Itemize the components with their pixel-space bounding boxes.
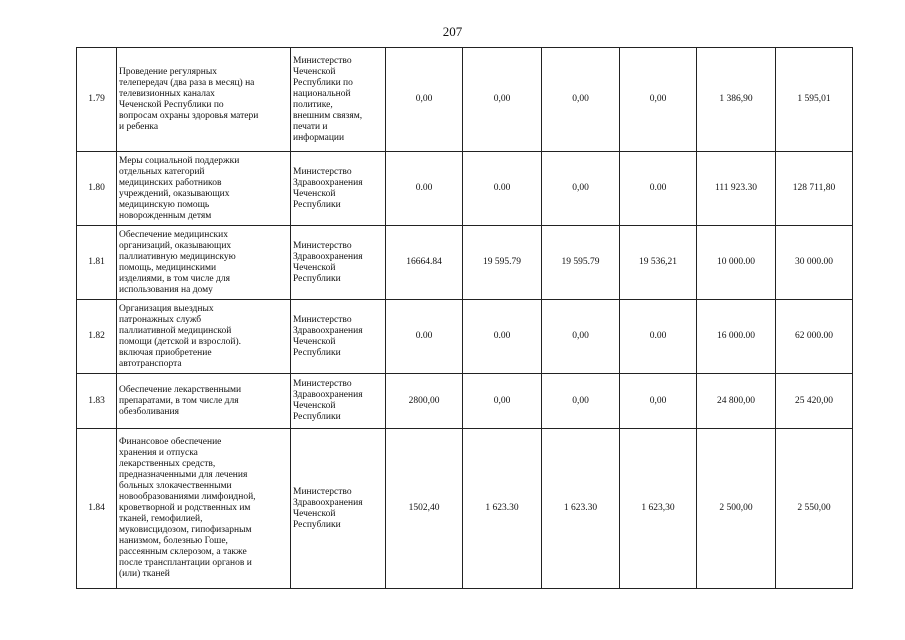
value-cell: 2 500,00: [697, 429, 776, 589]
responsible-organization: Министерство Чеченской Республики по национальной политике, внешним связям, печати и информации: [291, 48, 386, 152]
table-row: [77, 300, 853, 374]
value-cell: 2800,00: [386, 374, 463, 429]
value-cell: 10 000.00: [697, 226, 776, 300]
row-number: 1.84: [77, 429, 117, 589]
value-cell: 1 595,01: [776, 48, 853, 152]
measure-description: Обеспечение медицинских организаций, оказывающих паллиативную медицинскую помощь, медицинскими изделиями, в том числе для использования на дому: [117, 226, 291, 300]
value-cell: 0,00: [620, 48, 697, 152]
value-cell: 0,00: [463, 374, 542, 429]
value-cell: 0,00: [463, 48, 542, 152]
measure-description: Проведение регулярных телепередач (два раза в месяц) на телевизионных каналах Чеченской Республики по вопросам охраны здоровья матери и ребенка: [117, 48, 291, 152]
row-number: 1.82: [77, 300, 117, 374]
value-cell: 1 623,30: [620, 429, 697, 589]
value-cell: 0.00: [386, 300, 463, 374]
value-cell: 0.00: [620, 300, 697, 374]
value-cell: 0.00: [463, 152, 542, 226]
value-cell: 16 000.00: [697, 300, 776, 374]
table-row: [77, 374, 853, 429]
value-cell: 16664.84: [386, 226, 463, 300]
row-number: 1.81: [77, 226, 117, 300]
value-cell: 0,00: [386, 48, 463, 152]
value-cell: 1502,40: [386, 429, 463, 589]
table-row: [77, 48, 853, 152]
value-cell: 0,00: [620, 374, 697, 429]
value-cell: 30 000.00: [776, 226, 853, 300]
value-cell: 0,00: [542, 48, 620, 152]
table-row: [77, 226, 853, 300]
value-cell: 0.00: [620, 152, 697, 226]
responsible-organization: Министерство Здравоохранения Чеченской Республики: [291, 152, 386, 226]
budget-table: [76, 47, 853, 589]
measure-description: Финансовое обеспечение хранения и отпуска лекарственных средств, предназначенными для лечения больных злокачественными новообразованиями лимфоидной, кроветворной и родственных им тканей, гемофилией, муковисцидозом, гипофизарным нанизмом, болезнью Гоше, рассеянным склерозом, а также после трансплантации органов и (или) тканей: [117, 429, 291, 589]
value-cell: 0.00: [386, 152, 463, 226]
value-cell: 1 386,90: [697, 48, 776, 152]
row-number: 1.80: [77, 152, 117, 226]
value-cell: 1 623.30: [542, 429, 620, 589]
row-number: 1.79: [77, 48, 117, 152]
row-number: 1.83: [77, 374, 117, 429]
value-cell: 19 536,21: [620, 226, 697, 300]
value-cell: 19 595.79: [542, 226, 620, 300]
measure-description: Обеспечение лекарственными препаратами, в том числе для обезболивания: [117, 374, 291, 429]
responsible-organization: Министерство Здравоохранения Чеченской Республики: [291, 429, 386, 589]
measure-description: Организация выездных патронажных служб паллиативной медицинской помощи (детской и взрослой). включая приобретение автотранспорта: [117, 300, 291, 374]
value-cell: 128 711,80: [776, 152, 853, 226]
responsible-organization: Министерство Здравоохранения Чеченской Республики: [291, 300, 386, 374]
value-cell: 0,00: [542, 152, 620, 226]
value-cell: 25 420,00: [776, 374, 853, 429]
value-cell: 1 623.30: [463, 429, 542, 589]
value-cell: 111 923.30: [697, 152, 776, 226]
table-row: [77, 152, 853, 226]
page-number: 207: [442, 24, 463, 39]
value-cell: 0.00: [463, 300, 542, 374]
table-row: [77, 429, 853, 589]
measure-description: Меры социальной поддержки отдельных категорий медицинских работников учреждений, оказывающих медицинскую помощь новорожденным детям: [117, 152, 291, 226]
value-cell: 24 800,00: [697, 374, 776, 429]
value-cell: 62 000.00: [776, 300, 853, 374]
value-cell: 0,00: [542, 374, 620, 429]
responsible-organization: Министерство Здравоохранения Чеченской Республики: [291, 374, 386, 429]
value-cell: 2 550,00: [776, 429, 853, 589]
responsible-organization: Министерство Здравоохранения Чеченской Республики: [291, 226, 386, 300]
value-cell: 19 595.79: [463, 226, 542, 300]
value-cell: 0,00: [542, 300, 620, 374]
